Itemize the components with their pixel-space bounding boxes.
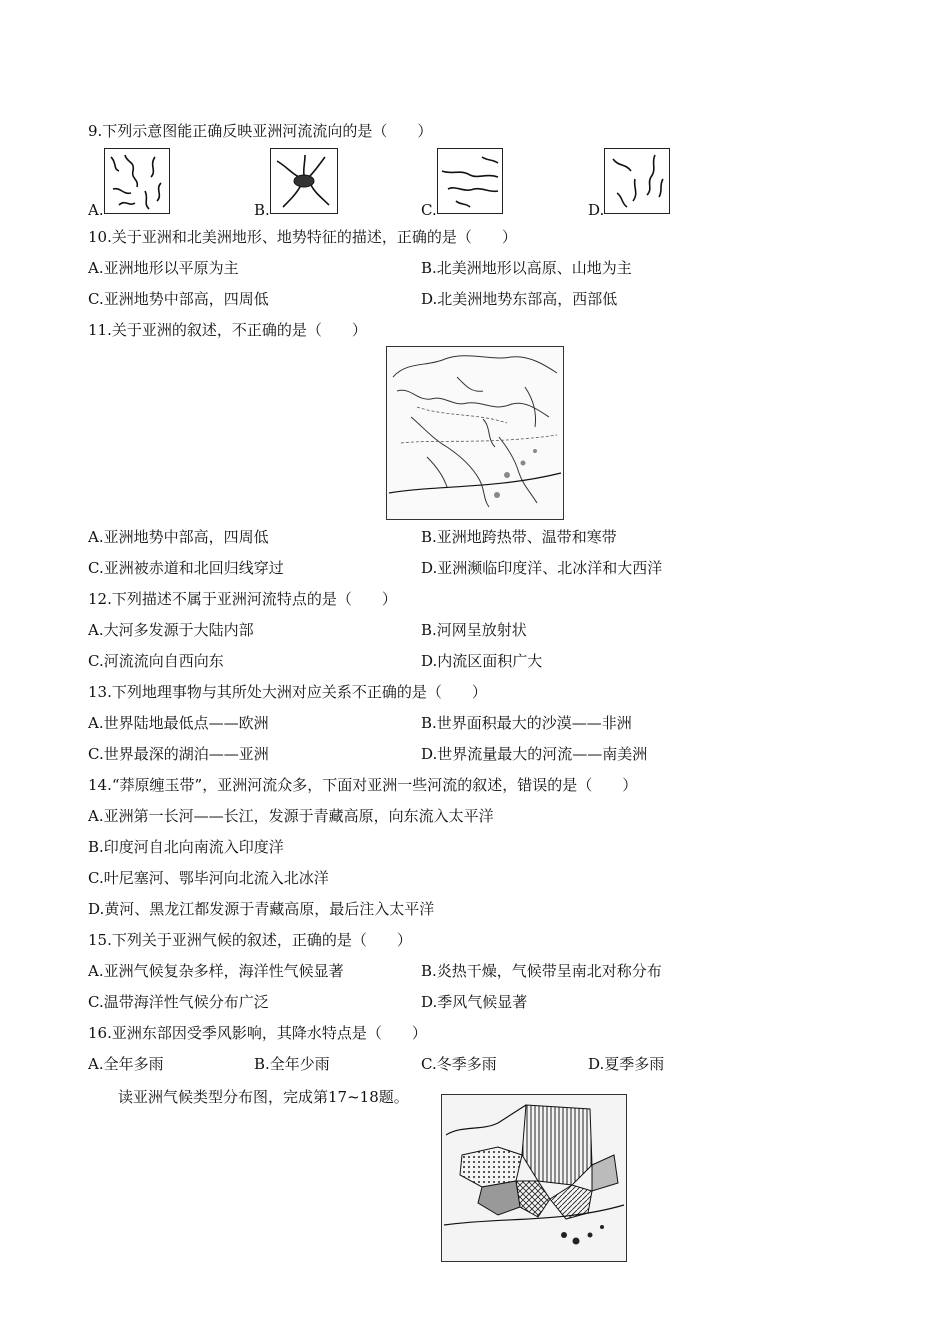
q16-option-d[interactable]: D.夏季多雨 xyxy=(588,1055,665,1073)
q14-stem: 14.“莽原缠玉带”，亚洲河流众多，下面对亚洲一些河流的叙述，错误的是（ ） xyxy=(88,776,638,794)
asia-climate-map-icon xyxy=(442,1095,626,1261)
q15-option-d[interactable]: D.季风气候显著 xyxy=(421,993,528,1011)
q14-option-b[interactable]: B.印度河自北向南流入印度洋 xyxy=(88,838,284,856)
q14-option-d[interactable]: D.黄河、黑龙江都发源于青藏高原，最后注入太平洋 xyxy=(88,900,435,918)
q10-option-d[interactable]: D.北美洲地势东部高，西部低 xyxy=(421,290,618,308)
q16-option-c[interactable]: C.冬季多雨 xyxy=(421,1055,497,1073)
q16-option-b[interactable]: B.全年少雨 xyxy=(254,1055,330,1073)
q9-option-d-diagram[interactable] xyxy=(604,148,670,214)
q9-option-c-diagram[interactable] xyxy=(437,148,503,214)
river-diagram-d-icon xyxy=(605,149,669,213)
q15-stem: 15.下列关于亚洲气候的叙述，正确的是（ ） xyxy=(88,931,412,949)
asia-map xyxy=(386,346,564,520)
q9-option-a-diagram[interactable] xyxy=(104,148,170,214)
q12-stem: 12.下列描述不属于亚洲河流特点的是（ ） xyxy=(88,590,397,608)
river-diagram-c-icon xyxy=(438,149,502,213)
q16-stem: 16.亚洲东部因受季风影响，其降水特点是（ ） xyxy=(88,1024,427,1042)
q14-option-a[interactable]: A.亚洲第一长河——长江，发源于青藏高原，向东流入太平洋 xyxy=(88,807,494,825)
q14-option-c[interactable]: C.叶尼塞河、鄂毕河向北流入北冰洋 xyxy=(88,869,329,887)
q10-option-b[interactable]: B.北美洲地形以高原、山地为主 xyxy=(421,259,632,277)
q13-stem: 13.下列地理事物与其所处大洲对应关系不正确的是（ ） xyxy=(88,683,487,701)
q11-stem: 11.关于亚洲的叙述，不正确的是（ ） xyxy=(88,321,367,339)
q13-option-d[interactable]: D.世界流量最大的河流——南美洲 xyxy=(421,745,648,763)
q12-option-c[interactable]: C.河流流向自西向东 xyxy=(88,652,224,670)
river-diagram-a-icon xyxy=(105,149,169,213)
q10-option-a[interactable]: A.亚洲地形以平原为主 xyxy=(88,259,239,277)
q9-option-c-label[interactable]: C. xyxy=(421,201,437,219)
q11-option-c[interactable]: C.亚洲被赤道和北回归线穿过 xyxy=(88,559,284,577)
q9-stem: 9.下列示意图能正确反映亚洲河流流向的是（ ） xyxy=(88,122,433,140)
river-diagram-b-icon xyxy=(271,149,337,213)
q13-option-b[interactable]: B.世界面积最大的沙漠——非洲 xyxy=(421,714,632,732)
q9-option-a-label[interactable]: A. xyxy=(88,201,104,219)
q9-option-b-diagram[interactable] xyxy=(270,148,338,214)
q15-option-b[interactable]: B.炎热干燥，气候带呈南北对称分布 xyxy=(421,962,662,980)
q9-option-b-label[interactable]: B. xyxy=(254,201,270,219)
q12-option-a[interactable]: A.大河多发源于大陆内部 xyxy=(88,621,254,639)
q11-option-b[interactable]: B.亚洲地跨热带、温带和寒带 xyxy=(421,528,617,546)
q13-option-c[interactable]: C.世界最深的湖泊——亚洲 xyxy=(88,745,269,763)
q15-option-a[interactable]: A.亚洲气候复杂多样，海洋性气候显著 xyxy=(88,962,344,980)
q11-option-d[interactable]: D.亚洲濒临印度洋、北冰洋和大西洋 xyxy=(421,559,663,577)
q15-option-c[interactable]: C.温带海洋性气候分布广泛 xyxy=(88,993,269,1011)
q12-option-b[interactable]: B.河网呈放射状 xyxy=(421,621,527,639)
q10-stem: 10.关于亚洲和北美洲地形、地势特征的描述，正确的是（ ） xyxy=(88,228,517,246)
q9-option-d-label[interactable]: D. xyxy=(588,201,605,219)
q13-option-a[interactable]: A.世界陆地最低点——欧洲 xyxy=(88,714,269,732)
q11-option-a[interactable]: A.亚洲地势中部高，四周低 xyxy=(88,528,269,546)
q16-option-a[interactable]: A.全年多雨 xyxy=(88,1055,164,1073)
asia-climate-map xyxy=(441,1094,627,1262)
q10-option-c[interactable]: C.亚洲地势中部高，四周低 xyxy=(88,290,269,308)
reading-prompt: 读亚洲气候类型分布图，完成第17~18题。 xyxy=(118,1088,409,1106)
q12-option-d[interactable]: D.内流区面积广大 xyxy=(421,652,543,670)
asia-outline-map-icon xyxy=(387,347,563,519)
